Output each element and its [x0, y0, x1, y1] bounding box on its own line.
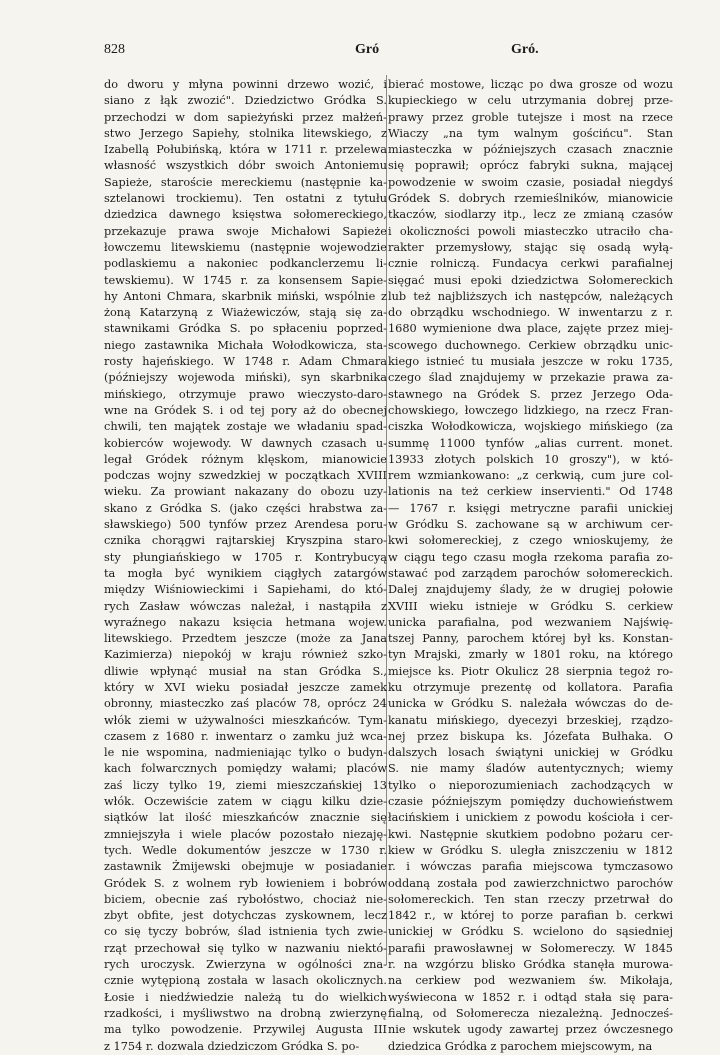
text-line: sty płungiańskiego w 1705 r. Kontrybucyą	[104, 550, 387, 564]
page-number: 828	[104, 42, 125, 57]
text-line: litewskiego. Przedtem jeszcze (może za Jana	[104, 632, 387, 646]
text-line: ciszka Wołodkowicza, wojskiego mińskiego (za	[388, 420, 673, 434]
text-line: scowego duchownego. Cerkiew obrządku unic-	[388, 338, 673, 352]
text-line: unicka w Gródku S. należała wówczas do de-	[388, 697, 673, 711]
text-line: tych. Wedle dokumentów jeszcze w 1730 r.	[104, 843, 387, 857]
text-line: dziedzica dawnego księstwa sołomereckiego,	[104, 208, 387, 222]
text-line: do obrządku wschodniego. W inwentarzu z r.	[388, 306, 673, 320]
left-running-head: Gró	[355, 42, 380, 57]
text-line: w Gródku S. zachowane są w archiwum cer-	[388, 518, 673, 532]
text-line: tewskiemu). W 1745 r. za konsensem Sapie-	[104, 273, 387, 287]
text-line: Izabellą Połubińską, która w 1711 r. przelewa	[104, 143, 387, 157]
text-line: siano z łąk zwozić". Dziedzictwo Gródka S.	[104, 94, 387, 108]
text-line: między Wiśniowieckimi i Sapiehami, do któ-	[104, 583, 387, 597]
text-line: stawnikami Gródka S. po spłaceniu poprzed-	[104, 322, 387, 336]
text-line: sięgać musi epoki dziedzictwa Sołomereckich	[388, 273, 673, 287]
text-line: cznika chorągwi rajtarskiej Kryszpina staro-	[104, 534, 387, 548]
text-line: wieku. Za prowiant nakazany do obozu uzy-	[104, 485, 387, 499]
text-line: włók ziemi w używalności mieszkańców. Tym-	[104, 713, 387, 727]
text-line: miejsce ks. Piotr Okulicz 28 sierpnia tegoż ro-	[388, 664, 673, 678]
text-line: tylko o nieporozumieniach zachodzących w	[388, 778, 673, 792]
text-line: żoną Katarzyną z Wiażewiczów, stają się za-	[104, 306, 387, 320]
text-line: ta mogła być wynikiem ciągłych zatargów	[104, 566, 387, 580]
text-line: XVIII wieku istnieje w Gródku S. cerkiew	[388, 599, 673, 613]
text-line: kupieckiego w celu utrzymania dobrej prze-	[388, 94, 673, 108]
text-line: który w XVI wieku posiadał jeszcze zamek	[104, 680, 387, 694]
text-line: 13933 złotych polskich 10 groszy"), w któ-	[388, 452, 673, 466]
text-line: chwili, ten majątek zostaje we władaniu spad-	[104, 420, 387, 434]
text-line: biciem, obecnie zaś rybołóstwo, chociaż nie-	[104, 892, 387, 906]
right-running-head: Gró.	[511, 42, 539, 57]
text-line: stawnego na Gródek S. przez Jerzego Oda-	[388, 387, 673, 401]
text-line: z 1754 r. dozwala dziedziczom Gródka S. po-	[104, 1039, 360, 1053]
text-line: zaś liczy tylko 19, ziemi mieszczańskiej 13	[104, 778, 387, 792]
text-line: Łosie i niedźwiedzie należą tu do wielkich	[104, 990, 387, 1004]
text-line: fialną, od Sołomerecza niezależną. Jednocześ-	[388, 1006, 673, 1020]
text-line: tszej Panny, parochem której był ks. Konstan-	[388, 632, 673, 646]
text-line: 1680 wymienione dwa place, zajęte przez miej-	[388, 322, 673, 336]
text-line: chowskiego, łowczego lidzkiego, na rzecz Fran-	[388, 403, 673, 417]
text-line: parafii prawosławnej w Sołomereczy. W 1845	[388, 941, 673, 955]
text-line: powodzenie w swoim czasie, posiadał niegdyś	[388, 175, 673, 189]
text-line: Wiaczy „na tym walnym gościńcu". Stan	[388, 126, 673, 140]
text-line: sztelanowi trockiemu). Ten ostatni z tytułu	[104, 192, 387, 206]
text-line: summę 11000 tynfów „alias current. monet.	[388, 436, 673, 450]
text-line: legał Gródek różnym klęskom, mianowicie	[104, 452, 387, 466]
text-line: Kazimierza) niepokój w kraju również szko-	[104, 648, 387, 662]
text-line: nej przez biskupa ks. Józefata Bułhaka. O	[388, 729, 673, 743]
text-line: r. i wówczas parafia miejscowa tymczasowo	[388, 860, 673, 874]
text-line: rosty hajeńskiego. W 1748 r. Adam Chmara	[104, 355, 387, 369]
text-line: cznie rolniczą. Fundacya cerkwi parafialnej	[388, 257, 673, 271]
text-line: do dworu y młyna powinni drzewo wozić, i	[104, 78, 387, 91]
text-line: tkaczów, siodlarzy itp., lecz ze zmianą czasów	[388, 208, 673, 222]
left-text-column	[104, 77, 387, 1055]
text-line: tyn Mrajski, zmarły w 1801 roku, na którego	[388, 648, 673, 662]
text-line: się poprawił; oprócz fabryki sukna, mającej	[388, 159, 673, 173]
text-line: w ciągu tego czasu mogła rzekoma parafia zo-	[388, 550, 673, 564]
text-line: miasteczka w późniejszych czasach znacznie	[388, 143, 673, 157]
text-line: 1842 r., w której to porze parafian b. cerkwi	[388, 909, 673, 923]
text-line: i okoliczności powoli miasteczko utraciło cha-	[388, 224, 673, 238]
text-line: na cerkiew pod wezwaniem św. Mikołaja,	[388, 974, 673, 988]
text-line: sołomereckich. Ten stan rzeczy przetrwał do	[388, 892, 673, 906]
text-line: zmniejszyła i wiele placów pozostało niezaję-	[104, 827, 387, 841]
text-line: stwo Jerzego Sapiehy, stolnika litewskiego, z	[104, 126, 387, 140]
text-line: Gródek S. dobrych rzemieślników, mianowicie	[388, 192, 673, 206]
text-line: stawać pod zarządem parochów sołomereckich.	[388, 566, 673, 580]
text-line: kiego istnieć tu musiała jeszcze w roku 1735,	[388, 355, 673, 369]
text-line: skano z Gródka S. (jako części hrabstwa za-	[104, 501, 387, 515]
text-line: łowczemu litewskiemu (następnie wojewodzie	[104, 240, 387, 254]
text-line: wyświecona w 1852 r. i odtąd stała się para-	[388, 990, 673, 1004]
text-line: podlaskiemu a nakoniec podkanclerzemu li-	[104, 257, 387, 271]
text-line: własność wszystkich dóbr swoich Antoniemu	[104, 159, 387, 173]
text-line: łacińskiem i unickiem z powodu kościoła i cer-	[388, 811, 673, 825]
text-line: ku otrzymuje prezentę od kollatora. Parafia	[388, 680, 673, 694]
text-line: S. nie mamy śladów autentycznych; wiemy	[388, 762, 673, 776]
text-line: rakter przemysłowy, stając się osadą wyłą-	[388, 240, 673, 254]
text-line: niego zastawnika Michała Wołodkowicza, sta-	[104, 338, 387, 352]
text-line: zbyt obfite, jest dotychczas zyskownem, lecz	[104, 909, 387, 923]
text-line: Sapieże, staroście mereckiemu (następnie ka-	[104, 175, 387, 189]
text-line: czasem z 1680 r. inwentarz o zamku już wca-	[104, 729, 387, 743]
text-line: dliwie wpłynąć musiał na stan Gródka S.,	[104, 664, 387, 678]
text-line: przekazuje prawa swoje Michałowi Sapieże	[104, 224, 387, 238]
text-line: unicka parafialna, pod wezwaniem Najświę-	[388, 615, 673, 629]
text-line: le nie wspomina, nadmieniając tylko o budyn-	[104, 746, 387, 760]
text-line: czasie późniejszym pomiędzy duchowieństwem	[388, 795, 673, 809]
text-line: lationis na też cerkiew inservienti." Od 1748	[388, 485, 673, 499]
text-line: czego ślad znajdujemy w przekazie prawa za-	[388, 371, 673, 385]
text-line: zastawnik Żmijewski obejmuje w posiadanie	[104, 860, 387, 874]
text-line: sławskiego) 500 tynfów przez Arendesa poru-	[104, 518, 387, 532]
text-line: r. na wzgórzu blisko Gródka stanęła murowa-	[388, 958, 673, 972]
text-line: (późniejszy wojewoda miński), syn skarbnika	[104, 371, 387, 385]
text-line: obronny, miasteczko zaś placów 78, oprócz 24	[104, 697, 387, 711]
text-line: cznie wytępioną została w lasach okolicznych.	[104, 974, 387, 988]
text-line: kiew w Gródku S. uległa zniszczeniu w 1812	[388, 843, 673, 857]
text-line: rzadkości, i myśliwstwo na drobną zwierzynę	[104, 1006, 387, 1020]
text-line: przechodzi w dom sapieżyński przez małżeń-	[104, 110, 387, 124]
text-line: rem wzmiankowano: „z cerkwią, cum jure col-	[388, 469, 673, 483]
right-text-column	[388, 77, 673, 1055]
text-line: bierać mostowe, licząc po dwa grosze od wozu	[388, 78, 673, 91]
text-line: co się tyczy bobrów, ślad istnienia tych zwie-	[104, 925, 387, 939]
text-line: oddaną została pod zawierzchnictwo parochów	[388, 876, 673, 890]
text-line: — 1767 r. księgi metryczne parafii unickiej	[388, 501, 673, 515]
text-line: siątków lat ilość mieszkańców znacznie się	[104, 811, 387, 825]
text-line: kwi. Następnie skutkiem podobno pożaru cer-	[388, 827, 673, 841]
text-line: rząt przechował się tylko w nazwaniu niektó-	[104, 941, 387, 955]
text-line: podczas wojny szwedzkiej w początkach XVIII	[104, 469, 387, 483]
page-header	[104, 42, 668, 62]
text-line: ma tylko powodzenie. Przywilej Augusta III	[104, 1023, 387, 1037]
text-line: kobierców wojewody. W dawnych czasach u-	[104, 436, 387, 450]
text-line: lub też najbliższych ich następców, należących	[388, 289, 673, 303]
text-line: nie wskutek ugody zawartej przez ówczesnego	[388, 1023, 673, 1037]
text-line: mińskiego, otrzymuje prawo wieczysto-daro-	[104, 387, 387, 401]
text-line: Dalej znajdujemy ślady, że w drugiej połowie	[388, 583, 673, 597]
text-line: rych uroczysk. Zwierzyna w ogólności zna-	[104, 958, 387, 972]
text-line: dziedzica Gródka z parochem miejscowym, na	[388, 1039, 653, 1053]
text-line: unickiej w Gródku S. wcielono do sąsiedniej	[388, 925, 673, 939]
text-line: kach folwarcznych pomiędzy wałami; placów	[104, 762, 387, 776]
text-line: wne na Gródek S. i od tej pory aż do obecnej	[104, 403, 387, 417]
text-line: prawy przez groble tutejsze i most na rzece	[388, 110, 673, 124]
text-line: hy Antoni Chmara, skarbnik miński, wspólnie z	[104, 289, 387, 303]
text-line: kwi sołomereckiej, z czego wnioskujemy, że	[388, 534, 673, 548]
text-line: wyraźnego nakazu księcia hetmana wojew.	[104, 615, 387, 629]
text-line: rych Zasław wówczas należał, i nastąpiła z	[104, 599, 387, 613]
text-line: włók. Oczewiście zatem w ciągu kilku dzie-	[104, 795, 387, 809]
text-line: dalszych losach świątyni unickiej w Gródku	[388, 746, 673, 760]
text-line: kanatu mińskiego, dyecezyi brzeskiej, rządzo-	[388, 713, 673, 727]
text-line: Gródek S. z wolnem ryb łowieniem i bobrów	[104, 876, 387, 890]
